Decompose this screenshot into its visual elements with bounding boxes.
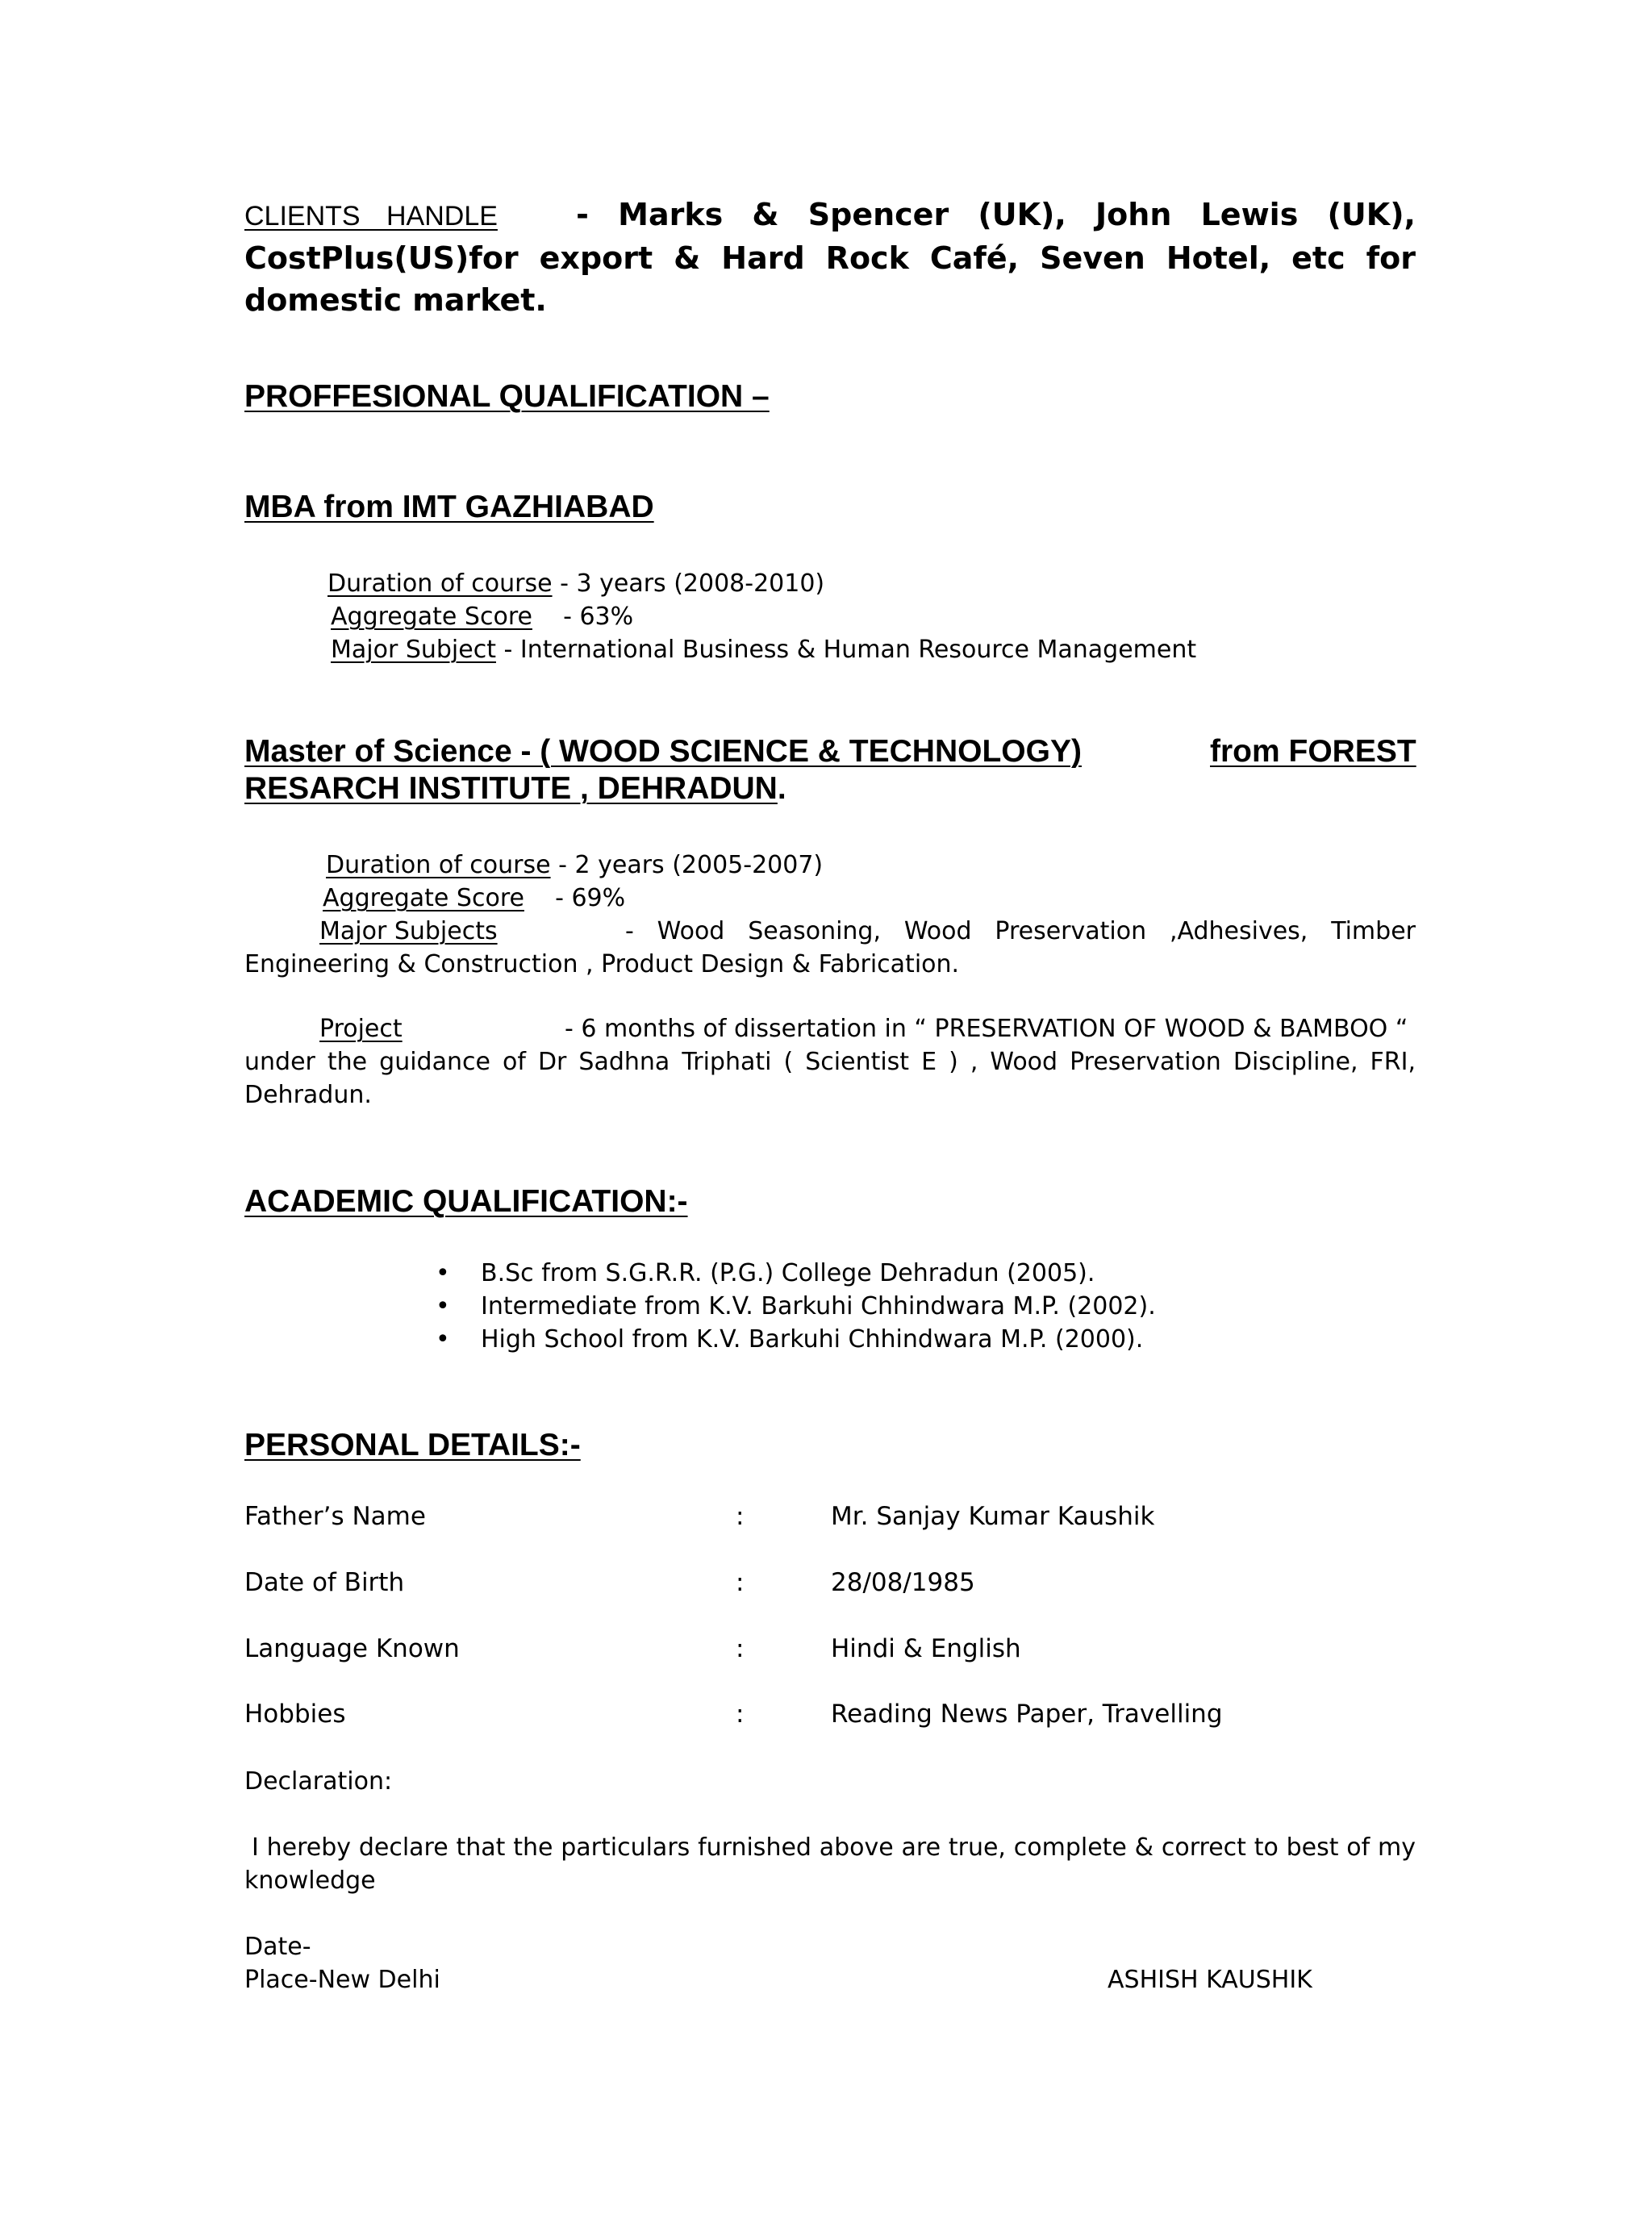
academic-list	[436, 1257, 1156, 1356]
personal-row-value: Reading News Paper, Travelling	[831, 1700, 1223, 1729]
personal-row-label: Hobbies	[244, 1700, 346, 1729]
clients-paragraph	[244, 194, 1416, 321]
mba-duration-row	[327, 567, 824, 600]
mba-score-row	[331, 600, 633, 633]
mba-subject-label: Major Subject	[331, 636, 496, 664]
msc-score-label: Aggregate Score	[323, 884, 524, 912]
msc-subjects-label: Major Subjects	[319, 917, 498, 945]
place-label: Place-New Delhi	[244, 1966, 440, 1994]
mba-score-value: - 63%	[563, 603, 634, 631]
mba-subject-value: - International Business & Human Resource Management	[503, 636, 1197, 664]
declaration-text-line2: knowledge	[244, 1867, 376, 1895]
personal-row-separator: :	[736, 1634, 745, 1663]
personal-row-label: Date of Birth	[244, 1568, 405, 1597]
msc-project-value-line2: under the guidance of Dr Sadhna Triphati ( Scientist E ) , Wood Preservation Discipline, FRI,	[244, 1048, 1416, 1076]
personal-row-separator: :	[736, 1568, 745, 1597]
signature-name: ASHISH KAUSHIK	[1108, 1966, 1312, 1994]
professional-heading: PROFFESIONAL QUALIFICATION –	[244, 379, 770, 414]
msc-heading-line2: RESARCH INSTITUTE , DEHRADUN.	[244, 771, 786, 806]
bullet-icon: •	[436, 1259, 450, 1287]
list-item: • High School from K.V. Barkuhi Chhindwara M.P. (2000).	[436, 1323, 1156, 1356]
mba-duration-value: - 3 years (2008-2010)	[560, 569, 825, 598]
mba-duration-label: Duration of course	[327, 569, 553, 598]
declaration-text-line1: I hereby declare that the particulars furnished above are true, complete & correct to best of my	[252, 1833, 1416, 1862]
clients-text: - Marks & Spencer (UK), John Lewis (UK), CostPlus(US)for export & Hard Rock Café, Seven Hotel, etc for domestic market.	[244, 197, 1416, 318]
bullet-icon: •	[436, 1325, 450, 1354]
msc-project-value-line3: Dehradun.	[244, 1081, 372, 1109]
mba-score-label: Aggregate Score	[331, 603, 532, 631]
personal-row-value: Mr. Sanjay Kumar Kaushik	[831, 1502, 1155, 1531]
declaration-label: Declaration:	[244, 1767, 393, 1796]
personal-heading: PERSONAL DETAILS:-	[244, 1428, 581, 1462]
academic-heading: ACADEMIC QUALIFICATION:-	[244, 1184, 688, 1219]
msc-heading-line1-left: Master of Science - ( WOOD SCIENCE & TECHNOLOGY)	[244, 734, 1082, 769]
clients-label: CLIENTS HANDLE	[244, 201, 498, 232]
personal-row-label: Father’s Name	[244, 1502, 426, 1531]
msc-score-row	[323, 882, 625, 915]
msc-duration-row	[326, 849, 823, 882]
personal-row-label: Language Known	[244, 1634, 460, 1663]
msc-heading-line1-right: from FOREST	[1210, 734, 1416, 769]
personal-row-value: 28/08/1985	[831, 1568, 975, 1597]
msc-subjects-value-line2: Engineering & Construction , Product Design & Fabrication.	[244, 950, 960, 978]
mba-subject-row	[331, 633, 1196, 666]
bullet-icon: •	[436, 1292, 450, 1320]
list-item: • Intermediate from K.V. Barkuhi Chhindwara M.P. (2002).	[436, 1290, 1156, 1323]
msc-project-label: Project	[319, 1015, 403, 1043]
date-label: Date-	[244, 1933, 311, 1961]
msc-score-value: - 69%	[555, 884, 626, 912]
msc-subjects-value-line1: - Wood Seasoning, Wood Preservation ,Adhesives, Timber	[625, 917, 1416, 945]
msc-project-value-line1: - 6 months of dissertation in “ PRESERVATION OF WOOD & BAMBOO “	[565, 1015, 1408, 1043]
personal-row-separator: :	[736, 1700, 745, 1729]
personal-row-separator: :	[736, 1502, 745, 1531]
mba-heading: MBA from IMT GAZHIABAD	[244, 490, 654, 524]
msc-duration-value: - 2 years (2005-2007)	[558, 851, 824, 879]
msc-duration-label: Duration of course	[326, 851, 551, 879]
personal-row-value: Hindi & English	[831, 1634, 1021, 1663]
list-item: • B.Sc from S.G.R.R. (P.G.) College Dehradun (2005).	[436, 1257, 1156, 1290]
